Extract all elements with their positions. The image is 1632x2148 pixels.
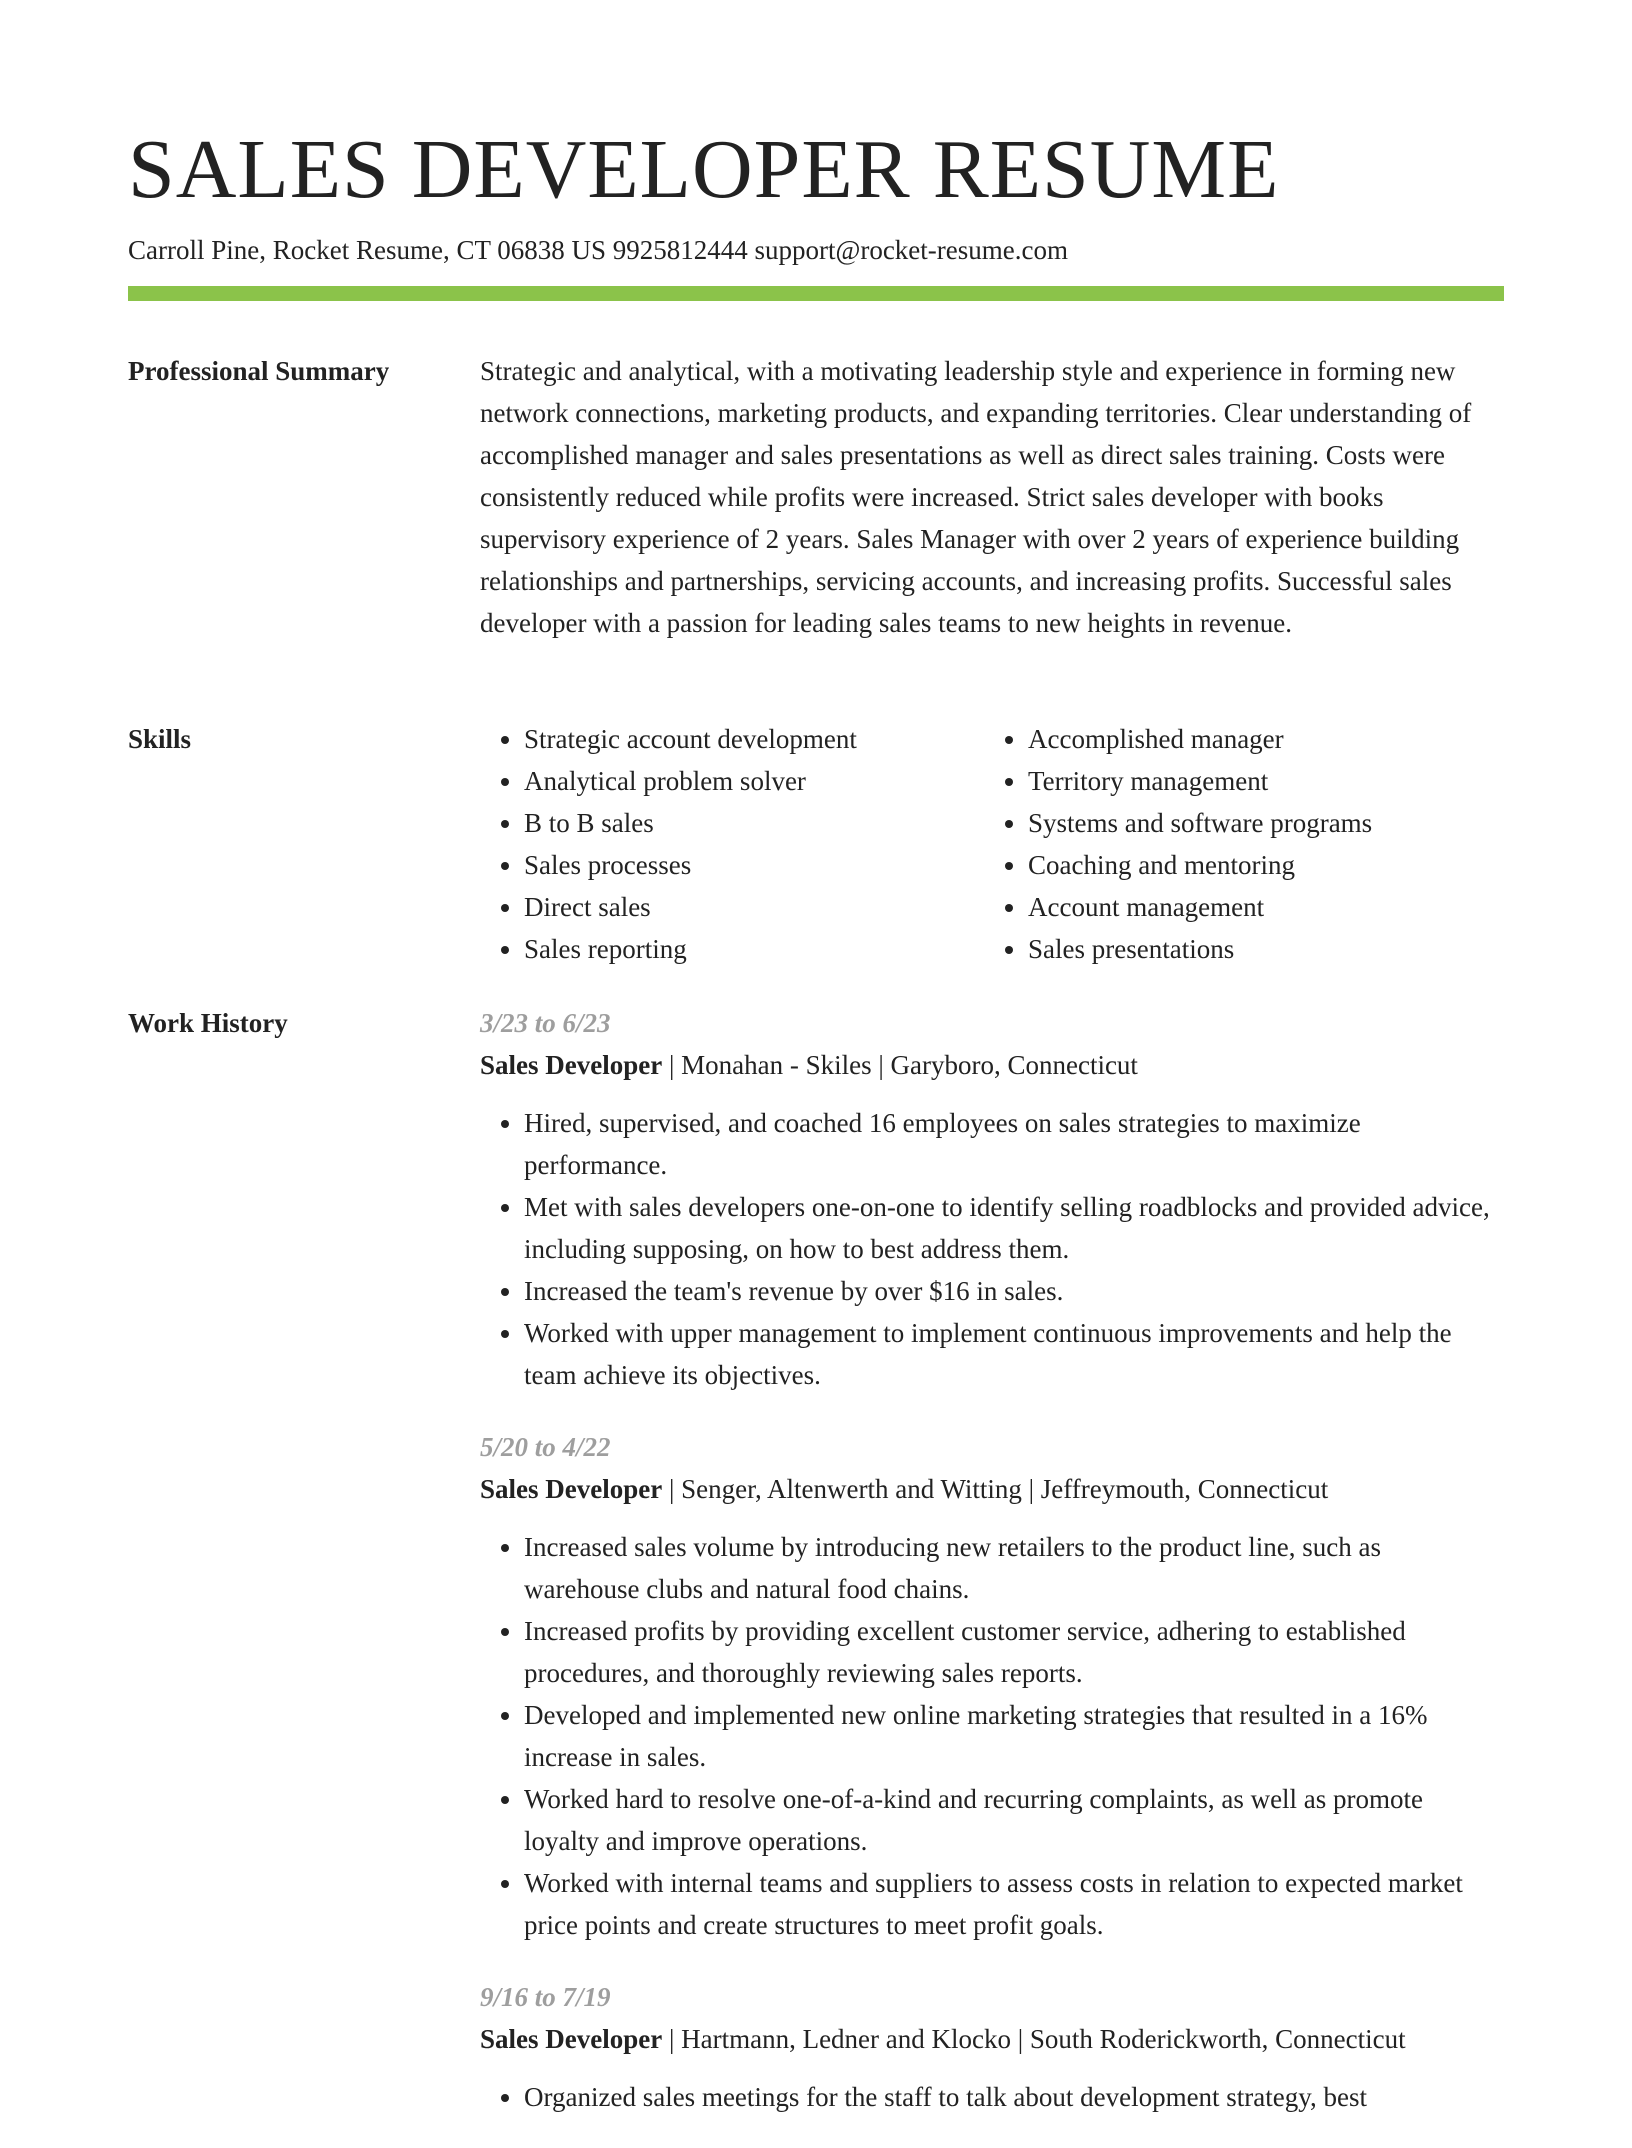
job-dates: 9/16 to 7/19 [480, 1982, 611, 2012]
section-label-summary: Professional Summary [128, 356, 390, 386]
skill-item: • B to B sales [524, 802, 984, 844]
job-bullet: • Worked with upper management to implement continuous improvements and help the team achieve its objectives. [524, 1312, 1504, 1396]
skill-item: • Systems and software programs [1028, 802, 1488, 844]
skills-columns [480, 718, 1504, 970]
skill-item: • Account management [1028, 886, 1488, 928]
work-history-body [480, 1002, 1504, 2148]
skills-list-left [480, 718, 984, 970]
job-bullet: • Met with sales developers one-on-one to identify selling roadblocks and provided advice, including supposing, on how to best address them. [524, 1186, 1504, 1270]
skill-item: • Accomplished manager [1028, 718, 1488, 760]
section-label-skills: Skills [128, 724, 192, 754]
job-dates: 5/20 to 4/22 [480, 1432, 611, 1462]
job-title: Sales Developer [480, 1050, 663, 1080]
job-bullet-list [480, 1102, 1504, 1396]
job-bullet: • Organized sales meetings for the staff to talk about development strategy, best [524, 2076, 1504, 2118]
skill-item: • Sales presentations [1028, 928, 1488, 970]
summary-body [480, 350, 1504, 644]
skill-item: • Strategic account development [524, 718, 984, 760]
job-heading [480, 1468, 1504, 1510]
job-bullet: • Increased the team's revenue by over $16 in sales. [524, 1270, 1504, 1312]
skill-item: • Analytical problem solver [524, 760, 984, 802]
job-bullet: • Increased sales volume by introducing new retailers to the product line, such as warehouse clubs and natural food chains. [524, 1526, 1504, 1610]
job-bullet: • Worked hard to resolve one-of-a-kind and recurring complaints, as well as promote loyalty and improve operations. [524, 1778, 1504, 1862]
job-entry [480, 1426, 1504, 1946]
job-bullet: • Increased profits by providing excellent customer service, adhering to established procedures, and thoroughly reviewing sales reports. [524, 1610, 1504, 1694]
job-company-location: | Monahan - Skiles | Garyboro, Connecticut [662, 1050, 1138, 1080]
job-dates: 3/23 to 6/23 [480, 1008, 611, 1038]
skill-item: • Coaching and mentoring [1028, 844, 1488, 886]
job-bullet: • Hired, supervised, and coached 16 employees on sales strategies to maximize performance. [524, 1102, 1504, 1186]
job-heading [480, 1044, 1504, 1086]
job-company-location: | Senger, Altenwerth and Witting | Jeffreymouth, Connecticut [662, 1474, 1329, 1504]
contact-line: Carroll Pine, Rocket Resume, CT 06838 US 9925812444 support@rocket-resume.com [128, 235, 1068, 265]
job-entry [480, 1002, 1504, 1396]
skill-item: • Sales reporting [524, 928, 984, 970]
skill-item: • Sales processes [524, 844, 984, 886]
job-heading [480, 2018, 1504, 2060]
job-bullet-list [480, 1526, 1504, 1946]
job-title: Sales Developer [480, 2024, 663, 2054]
skill-item: • Direct sales [524, 886, 984, 928]
job-title: Sales Developer [480, 1474, 663, 1504]
job-entry [480, 1976, 1504, 2118]
section-label-work-history: Work History [128, 1008, 288, 1038]
accent-divider [128, 286, 1504, 301]
job-bullet: • Worked with internal teams and suppliers to assess costs in relation to expected market price points and create structures to meet profit goals. [524, 1862, 1504, 1946]
skills-list-right [984, 718, 1488, 970]
skill-item: • Territory management [1028, 760, 1488, 802]
skills-body [480, 718, 1504, 970]
job-bullet: • Developed and implemented new online marketing strategies that resulted in a 16% increase in sales. [524, 1694, 1504, 1778]
resume-title: SALES DEVELOPER RESUME [128, 123, 1280, 216]
job-company-location: | Hartmann, Ledner and Klocko | South Roderickworth, Connecticut [662, 2024, 1406, 2054]
summary-text: Strategic and analytical, with a motivating leadership style and experience in forming new network connections, marketing products, and expanding territories. Clear understanding of accomplished manager and sales presentations as well as direct sales training. Costs were consistently reduced while profits were increased. Strict sales developer with books supervisory experience of 2 years. Sales Manager with over 2 years of experience building relationships and partnerships, servicing accounts, and increasing profits. Successful sales developer with a passion for leading sales teams to new heights in revenue. [480, 356, 1472, 638]
